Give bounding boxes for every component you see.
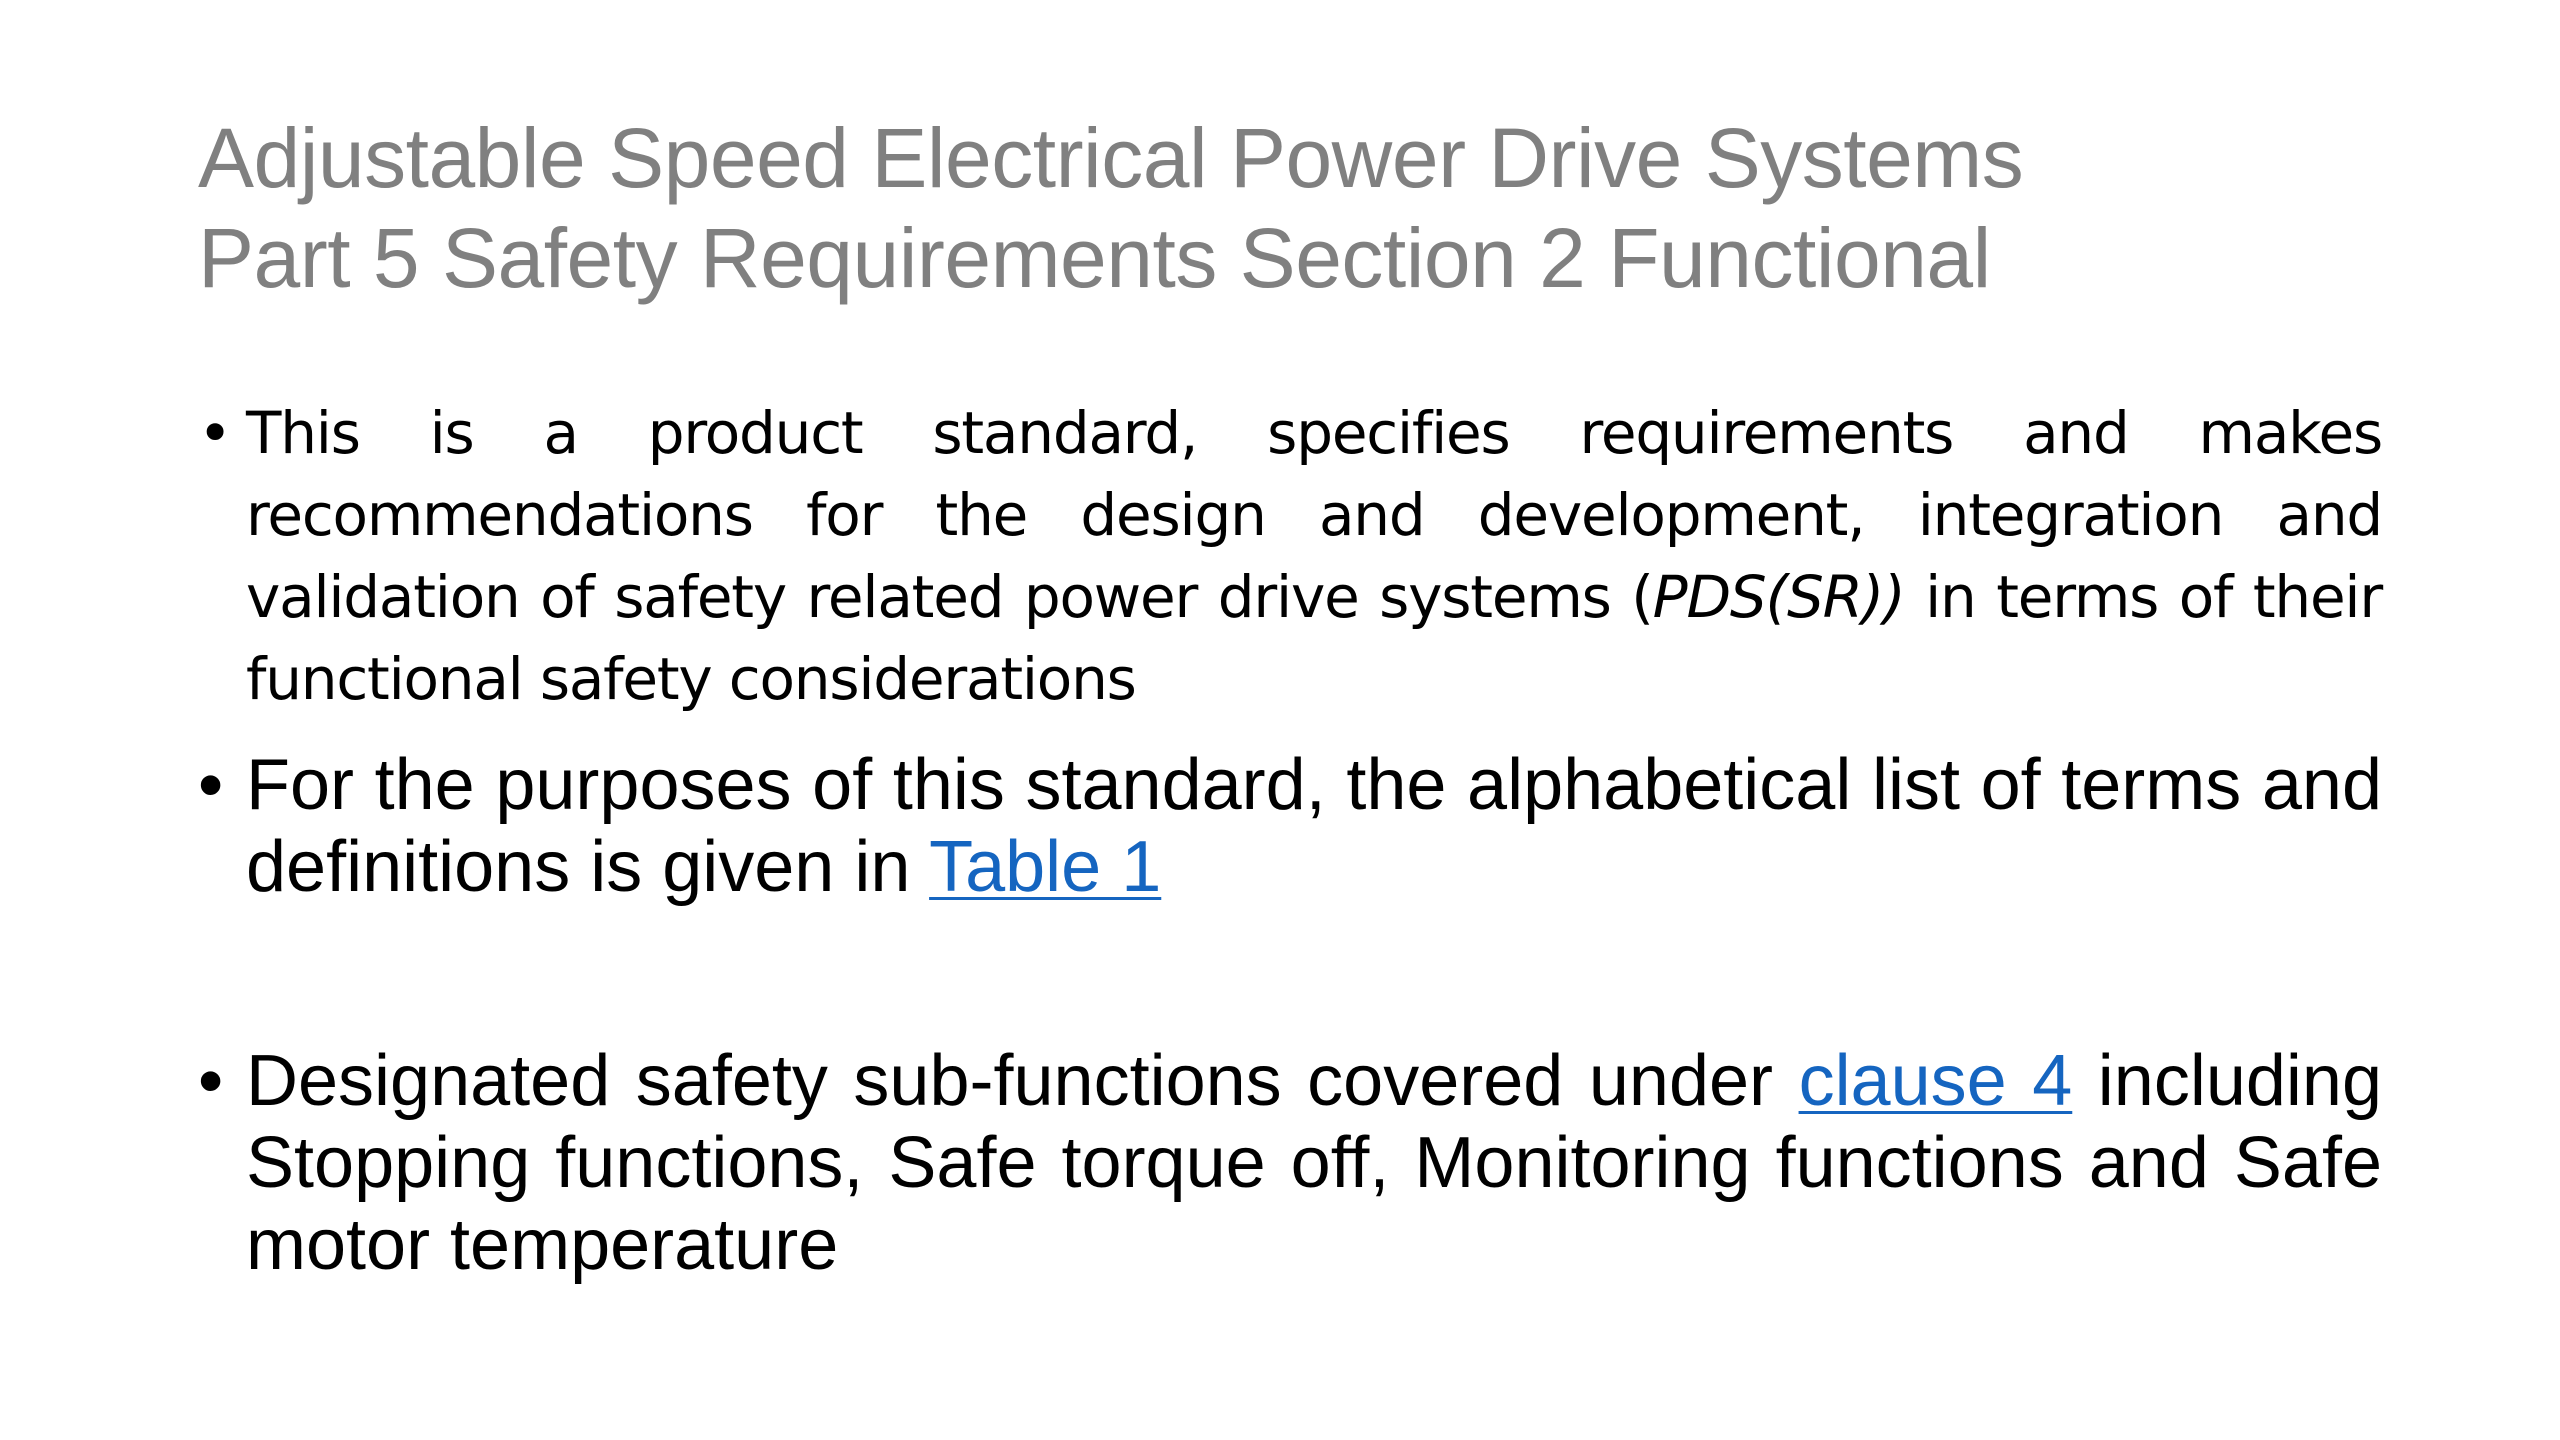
bullet-item-product-standard xyxy=(198,392,2382,720)
bullet-text: Designated safety sub-functions covered under xyxy=(246,1041,1799,1121)
bullet-icon: • xyxy=(198,1041,224,1121)
bullet-list xyxy=(198,392,2382,1286)
bullet-text: including Stopping functions, Safe torque off, Monitoring functions and Safe motor temperature xyxy=(246,1041,2383,1285)
bullet-item-terms-definitions xyxy=(198,744,2382,908)
bullet-text-italic: PDS(SR)) xyxy=(1652,563,1905,631)
bullet-icon: • xyxy=(198,399,232,467)
bullet-icon: • xyxy=(198,745,224,825)
clause-4-link[interactable]: clause 4 xyxy=(1798,1041,2073,1121)
slide-title-line-2: Part 5 Safety Requirements Section 2 Functional xyxy=(198,211,1991,305)
bullet-text: This is a product standard, specifies requirements and makes recommendations for the design and development, integration and validation of safety related power drive systems ( xyxy=(246,399,2382,631)
slide-title xyxy=(198,108,2418,308)
bullet-text: For the purposes of this standard, the alphabetical list of terms and definitions is given in xyxy=(246,745,2382,907)
bullet-item-safety-sub-functions xyxy=(198,1040,2382,1286)
table-1-link[interactable]: Table 1 xyxy=(929,827,1162,907)
bullet-text: in terms of their functional safety considerations xyxy=(246,563,2382,713)
slide-title-line-1: Adjustable Speed Electrical Power Drive Systems xyxy=(198,111,2024,205)
